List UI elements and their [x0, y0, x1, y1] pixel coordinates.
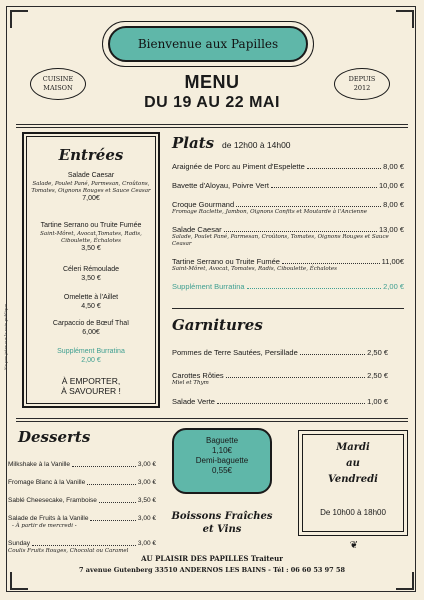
- corner-ornament: [396, 10, 414, 28]
- plats-list: [172, 162, 404, 291]
- corner-ornament: [396, 572, 414, 590]
- item-price: 2,50 €: [367, 371, 388, 380]
- item-price: 1,00 €: [367, 397, 388, 406]
- leader-dots: [32, 545, 136, 546]
- entree-item: [24, 222, 158, 253]
- divider: [16, 124, 408, 125]
- item-price: 10,00 €: [378, 181, 404, 190]
- day-line: Vendredi: [328, 474, 378, 485]
- plats-heading: Plats: [172, 134, 215, 152]
- item-price: 4,50 €: [81, 302, 101, 310]
- divider: [16, 127, 408, 128]
- item-price: 7,00€: [82, 194, 100, 202]
- item-name: Pommes de Terre Sautées, Persillade: [172, 348, 298, 357]
- demi-baguette-label: Demi-baguette: [195, 456, 249, 465]
- divider: [172, 308, 404, 309]
- footer-name: AU PLAISIR DES PAPILLES Traiteur: [141, 554, 283, 563]
- emporter-note: [24, 376, 158, 396]
- item-name: Tartine Serrano ou Truite Fumée: [40, 222, 142, 229]
- item-price: 3,00 €: [137, 461, 156, 468]
- spacer: [172, 273, 404, 282]
- badge-line: DEPUIS: [348, 75, 376, 83]
- garniture-row: [172, 371, 388, 380]
- item-name: Céleri Rémoulade: [62, 266, 120, 273]
- spacer: [172, 190, 404, 200]
- item-name: Supplément Burratina: [57, 348, 125, 355]
- leader-dots: [90, 520, 135, 521]
- garnitures-heading: Garnitures: [172, 316, 263, 334]
- spacer: [172, 216, 404, 225]
- item-name: Carottes Rôties: [172, 371, 224, 380]
- dessert-row: [8, 514, 156, 523]
- item-price: 3,50 €: [81, 244, 101, 252]
- entree-item: [24, 294, 158, 311]
- item-name: Sunday: [8, 540, 31, 547]
- plat-row: [172, 181, 404, 190]
- item-name: Salade Caesar: [172, 225, 222, 234]
- item-name: Omelette à l'Aillet: [63, 294, 119, 301]
- spacer: [8, 505, 156, 514]
- plat-row: [172, 162, 404, 171]
- item-name: Araignée de Porc au Piment d'Espelette: [172, 162, 305, 171]
- leader-dots: [307, 168, 381, 169]
- item-name: Bavette d'Aloyau, Poivre Vert: [172, 181, 269, 190]
- entree-supplement: [24, 348, 158, 365]
- item-name: Supplément Burratina: [172, 282, 245, 291]
- dessert-row: [8, 539, 156, 548]
- garniture-row: [172, 397, 388, 406]
- opening-hours: De 10h00 à 18h00: [320, 508, 386, 517]
- item-desc: Saint-Môret, Avocat,Tomates, Radis, Ciboulette, Échalotes: [40, 230, 142, 244]
- baguette-price: 1,10€: [211, 446, 233, 455]
- spacer: [172, 387, 388, 397]
- item-desc: Fromage Raclette, Jambon, Oignons Confits et Moutarde à l'Ancienne: [172, 209, 368, 215]
- item-name: Salade Verte: [172, 397, 215, 406]
- leader-dots: [271, 187, 377, 188]
- day-line: Mardi: [336, 442, 370, 453]
- leader-dots: [72, 466, 136, 467]
- boissons-line: et Vins: [202, 524, 242, 535]
- entree-item: [24, 266, 158, 283]
- item-price: 3,00 €: [137, 540, 156, 547]
- entrees-heading: Entrées: [58, 146, 124, 164]
- leader-dots: [99, 502, 136, 503]
- leader-dots: [224, 231, 377, 232]
- item-price: 6,00€: [82, 328, 100, 336]
- badge-line: MAISON: [43, 84, 73, 92]
- desserts-list: [8, 460, 156, 555]
- menu-title: MENU: [184, 72, 240, 92]
- item-price: 13,00 €: [378, 225, 404, 234]
- corner-ornament: [10, 10, 28, 28]
- item-name: Sablé Cheesecake, Framboise: [8, 497, 97, 504]
- item-desc: Coulis Fruits Rouges, Chocolat ou Caramel: [8, 548, 129, 554]
- item-name: Milkshake à la Vanille: [8, 461, 71, 468]
- item-name: Fromage Blanc à la Vanille: [8, 479, 86, 486]
- leader-dots: [226, 377, 365, 378]
- item-name: Tartine Serrano ou Truite Fumée: [172, 257, 280, 266]
- leader-dots: [87, 484, 136, 485]
- entree-item: [24, 172, 158, 203]
- item-name: Croque Gourmand: [172, 200, 235, 209]
- item-price: 3,50 €: [81, 274, 101, 282]
- baguette-box: [172, 428, 272, 494]
- divider: [16, 418, 408, 419]
- entree-item: [24, 320, 158, 337]
- leader-dots: [247, 288, 382, 289]
- item-price: 3,50 €: [137, 497, 156, 504]
- cuisine-maison-badge: [30, 68, 86, 100]
- item-desc: Saint-Môret, Avocat, Tomates, Radis, Ciboulette, Échalotes: [172, 266, 337, 272]
- spacer: [172, 171, 404, 181]
- dessert-row: [8, 460, 156, 469]
- menu-dates: DU 19 AU 22 MAI: [144, 94, 280, 111]
- item-price: 11,00€: [381, 257, 404, 266]
- day-line: au: [346, 458, 360, 469]
- item-price: 2,00 €: [81, 356, 101, 364]
- item-desc: Miel et Thym: [172, 380, 209, 386]
- baguette-label: Baguette: [205, 436, 239, 445]
- badge-line: 2012: [353, 84, 371, 92]
- boissons-text: [162, 510, 282, 536]
- item-name: Salade de Fruits à la Vanille: [8, 515, 89, 522]
- item-price: 2,50 €: [367, 348, 388, 357]
- plats-hours: de 12h00 à 14h00: [222, 140, 291, 150]
- leader-dots: [217, 403, 365, 404]
- plat-supplement: [172, 282, 404, 291]
- plat-row: [172, 257, 404, 266]
- item-desc: Salade, Poulet Pané, Parmesan, Croûtons, Tomates, Oignons Rouges et Sauce Ceasar: [31, 180, 151, 194]
- item-name: Carpaccio de Bœuf Thaï: [52, 320, 130, 327]
- side-note: Ne pas jeter sur la voie publique: [3, 303, 8, 370]
- leader-dots: [282, 263, 380, 264]
- item-price: 3,00 €: [137, 479, 156, 486]
- emporter-line: À EMPORTER,: [61, 376, 121, 386]
- item-name: Salade Caesar: [67, 172, 115, 179]
- corner-ornament: [10, 572, 28, 590]
- item-desc: - À partir de mercredi -: [12, 523, 77, 529]
- boissons-line: Boissons Fraîches: [171, 511, 273, 522]
- divider: [16, 421, 408, 422]
- garniture-row: [172, 348, 388, 357]
- spacer: [172, 357, 388, 371]
- garnitures-list: [172, 348, 388, 406]
- lotus-ornament-icon: ❦: [349, 540, 359, 551]
- item-price: 2,00 €: [383, 282, 404, 291]
- item-desc: Salade, Poulet Pané, Parmesan, Croûtons, Tomates, Oignons Rouges et Sauce Ceasar: [172, 234, 389, 247]
- depuis-badge: [334, 68, 390, 100]
- plat-row: [172, 200, 404, 209]
- spacer: [8, 487, 156, 496]
- item-price: 8,00 €: [383, 200, 404, 209]
- spacer: [8, 530, 156, 539]
- leader-dots: [300, 354, 365, 355]
- spacer: [8, 469, 156, 478]
- demi-baguette-price: 0,55€: [211, 466, 233, 475]
- dessert-row: [8, 496, 156, 505]
- opening-days: [302, 440, 404, 488]
- footer-address: 7 avenue Gutenberg 33510 ANDERNOS LES BAINS - Tél : 06 60 53 97 58: [78, 566, 346, 574]
- badge-line: CUISINE: [42, 75, 74, 83]
- item-price: 3,00 €: [137, 515, 156, 522]
- item-price: 8,00 €: [383, 162, 404, 171]
- emporter-line: À SAVOURER !: [61, 386, 121, 396]
- welcome-banner: Bienvenue aux Papilles: [108, 26, 308, 62]
- plat-row: [172, 225, 404, 234]
- leader-dots: [236, 206, 381, 207]
- desserts-heading: Desserts: [18, 428, 91, 446]
- spacer: [172, 248, 404, 257]
- dessert-row: [8, 478, 156, 487]
